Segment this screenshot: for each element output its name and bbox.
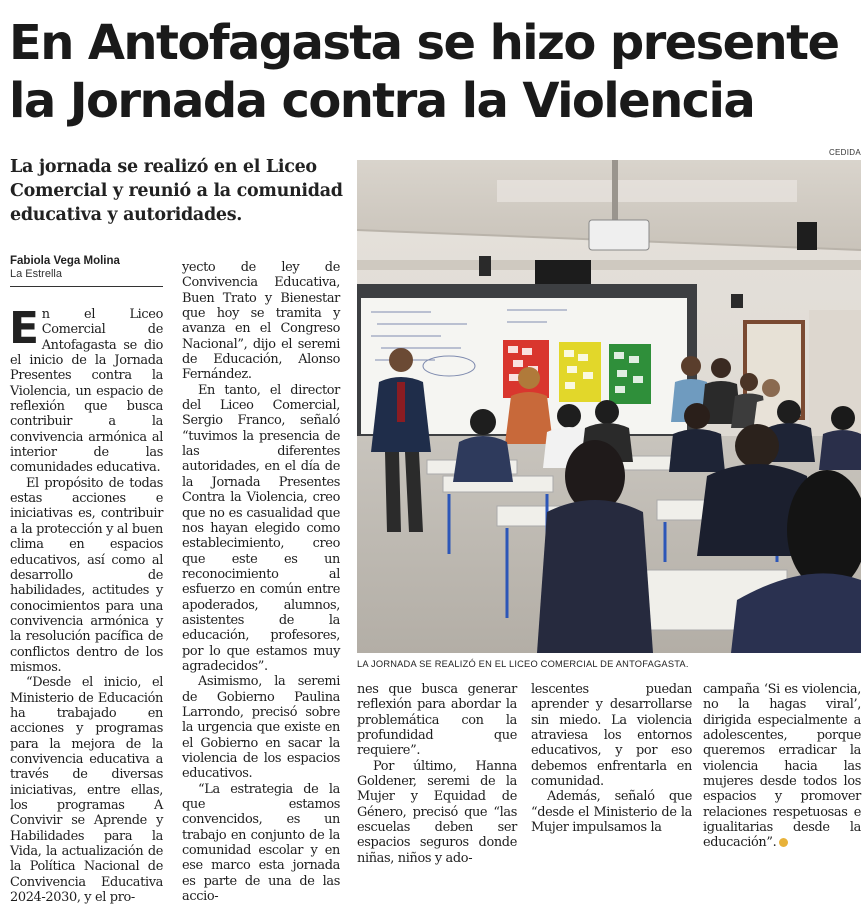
paragraph: yecto de ley de Convivencia Educativa, Buen Trato y Bienestar que hoy se tramita y avanza en el Congreso Nacional”, dijo el seremi de Educación, Alonso Fernández. <box>182 260 340 383</box>
paragraph: Por último, Hanna Goldener, seremi de la Mujer y Equidad de Género, precisó que “las escuelas deben ser espacios seguros donde niñas, niños y ado- <box>357 758 517 866</box>
classroom-illustration <box>357 160 861 653</box>
speaker <box>797 222 817 250</box>
author-name: Fabiola Vega Molina <box>10 255 120 267</box>
body-column-3 <box>357 682 517 866</box>
paragraph: lescentes puedan aprender y desarrollarse sin miedo. La violencia atraviesa los entornos educativos, y por eso debemos enfrentarla en comunidad. <box>531 682 692 790</box>
projector <box>589 220 649 250</box>
photo-credit: CEDIDA <box>828 148 861 157</box>
paragraph: En tanto, el director del Liceo Comercial, Sergio Franco, señaló “tuvimos la presencia de las diferentes autoridades, en el día de la Jornada Presentes Contra la Violencia, creo que no es casualidad que nos hayan elegido como establecimiento, creo que este es un reconocimiento al esfuerzo en común entre apoderados, alumnos, asistentes de la educación, profesores, por lo que estamos muy agradecidos”. <box>182 382 340 674</box>
paragraph <box>9 303 163 476</box>
paragraph <box>703 682 861 851</box>
paragraph: “Desde el inicio, el Ministerio de Educación ha trabajado en acciones y programas para la mejora de la convivencia educativa a través de diversas iniciativas, entre ellas, los programas A Convivir se Aprende y Habilidades para la Vida, la actualización de la Política Nacional de Convivencia Educativa 2024-2030, y el pro- <box>10 675 163 905</box>
body-column-2 <box>182 260 340 904</box>
paragraph-text: n el Liceo Comercial de Antofagasta se dio el inicio de la Jornada Presentes contra la Violencia, un espacio de reflexión que busca contribuir a la convivencia armónica al interior de las comunidades educativa. <box>10 307 163 476</box>
body-column-5 <box>703 682 861 851</box>
outlet-name: La Estrella <box>10 268 62 280</box>
body-column-4 <box>531 682 692 835</box>
paragraph: El propósito de todas estas acciones e iniciativas es, contribuir a la protección y al buen clima en espacios educativos, así como al desarrollo de habilidades, actitudes y conocimientos para una convivencia armónica y la resolución pacífica de conflictos dentro de los mismos. <box>10 475 163 675</box>
article-deck: La jornada se realizó en el Liceo Comercial y reunió a la comunidad educativa y autoridades. <box>10 157 343 225</box>
classroom-photo <box>357 160 861 653</box>
paragraph-text: campaña ‘Si es violencia, no la hagas viral’, dirigida especialmente a adolescentes, porque queremos erradicar la violencia hacia las mujeres desde todos los espacios y promover relaciones respetuosas e igualitarias desde la educación”. <box>703 682 861 851</box>
paragraph: nes que busca generar reflexión para abordar la problemática con la profundidad que requiere”. <box>357 682 517 759</box>
paragraph: Asimismo, la seremi de Gobierno Paulina Larrondo, precisó sobre la urgencia que existe en el Gobierno en sacar la violencia de los espacios educativos. <box>182 674 340 782</box>
drop-cap: E <box>9 303 39 354</box>
photo-caption: LA JORNADA SE REALIZÓ EN EL LICEO COMERCIAL DE ANTOFAGASTA. <box>357 659 689 669</box>
end-of-article-icon <box>779 838 788 847</box>
byline <box>10 255 120 280</box>
paragraph: “La estrategia de la que estamos convencidos, es un trabajo en conjunto de la comunidad escolar y en ese marco esta jornada es parte de una de las accio- <box>182 781 340 905</box>
paragraph: Además, señaló que “desde el Ministerio de la Mujer impulsamos la <box>531 789 692 836</box>
headline: En Antofagasta se hizo presente la Jornada contra la Violencia <box>9 15 839 129</box>
byline-divider <box>10 286 163 287</box>
body-column-1 <box>9 303 163 905</box>
